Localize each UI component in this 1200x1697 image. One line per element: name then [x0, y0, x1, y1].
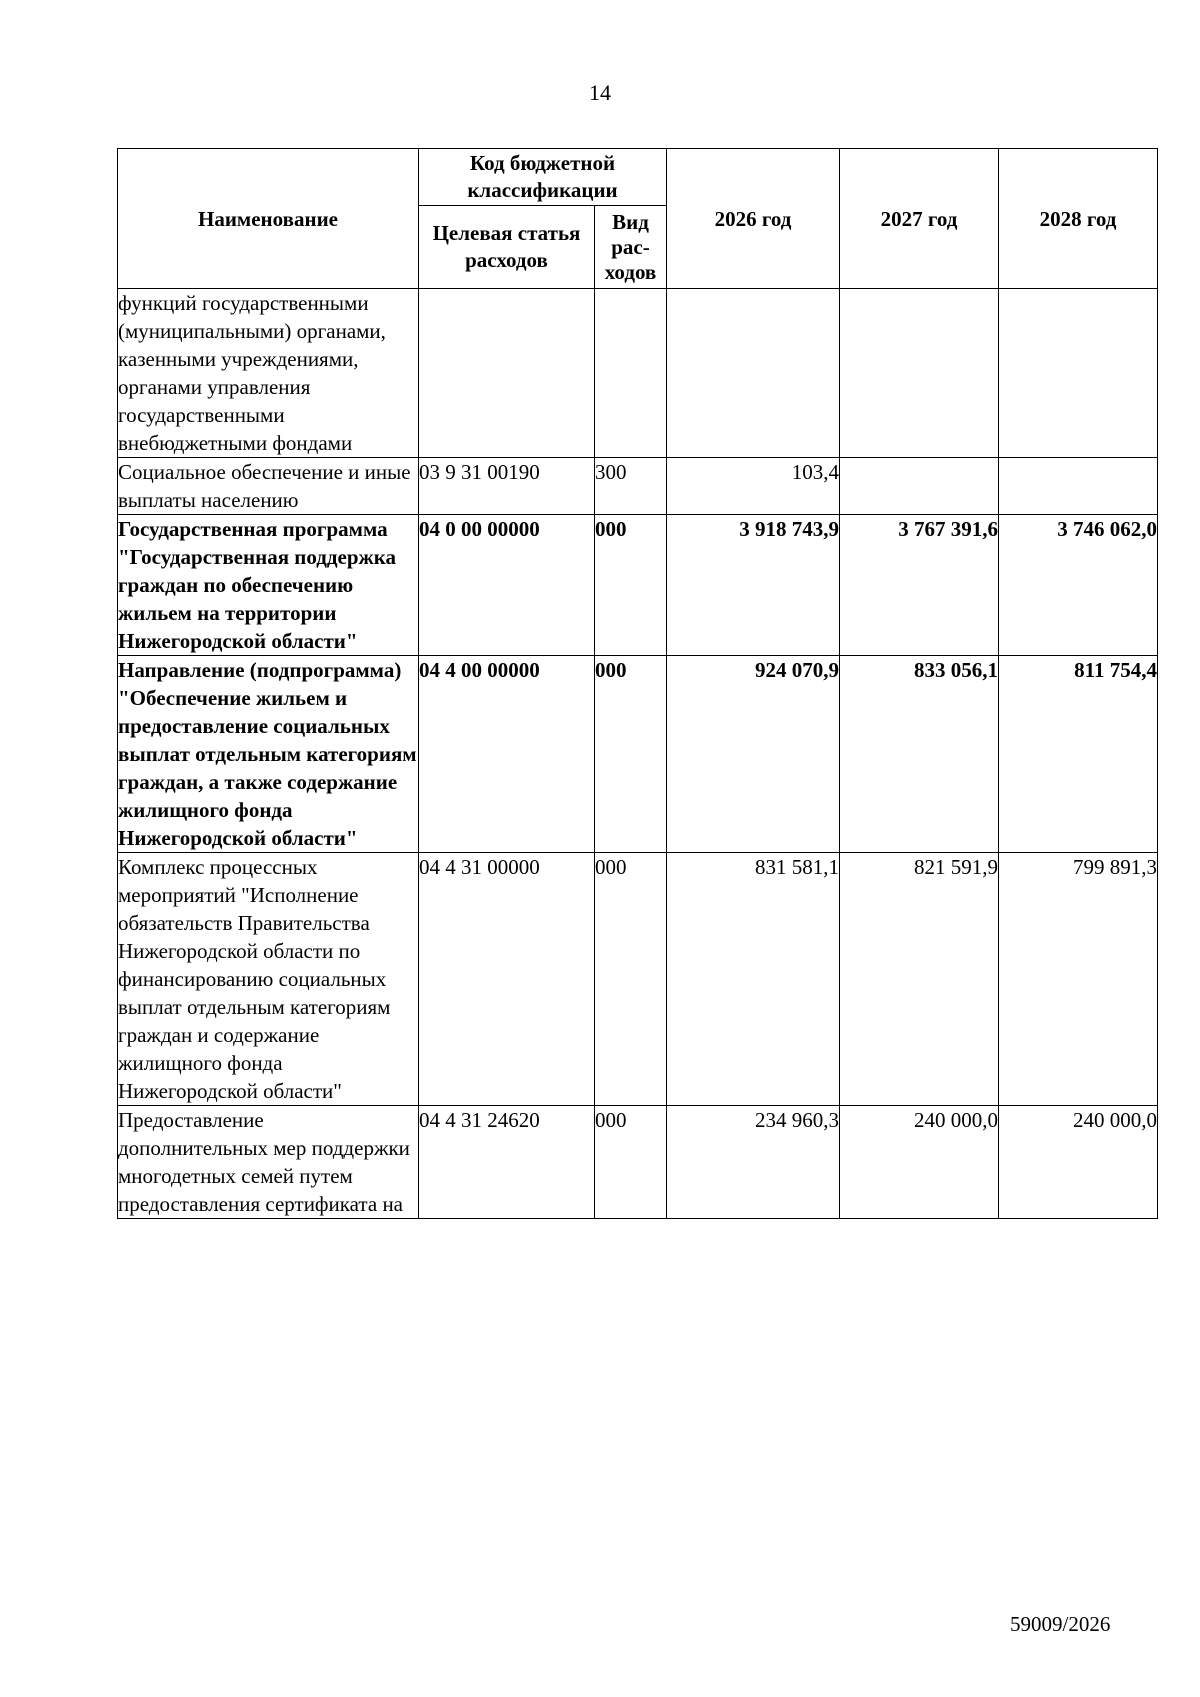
cell-target-article [419, 289, 595, 458]
cell-year-2028: 3 746 062,0 [999, 515, 1158, 656]
document-number: 59009/2026 [1010, 1612, 1111, 1636]
cell-year-2027: 240 000,0 [840, 1106, 999, 1219]
table-body [118, 289, 1158, 1219]
cell-name: Комплекс процессных мероприятий "Исполнение обязательств Правительства Нижегородской области по финансированию социальных выплат отдельным категориям граждан и содержание жилищного фонда Нижегородской области" [118, 853, 419, 1106]
cell-year-2027 [840, 458, 999, 515]
table-row [118, 458, 1158, 515]
cell-expense-kind: 000 [595, 515, 667, 656]
cell-year-2028: 811 754,4 [999, 656, 1158, 853]
cell-year-2027: 833 056,1 [840, 656, 999, 853]
cell-name: Социальное обеспечение и иные выплаты населению [118, 458, 419, 515]
cell-expense-kind: 000 [595, 656, 667, 853]
table-row [118, 1106, 1158, 1219]
cell-year-2027 [840, 289, 999, 458]
page-number: 14 [589, 80, 611, 105]
budget-table [117, 148, 1158, 1219]
header-code-group: Код бюджетной классификации [419, 149, 667, 206]
cell-name: функций государственными (муниципальными) органами, казенными учреждениями, органами управления государственными внебюджетными фондами [118, 289, 419, 458]
cell-expense-kind [595, 289, 667, 458]
cell-year-2026: 103,4 [667, 458, 840, 515]
table-row [118, 515, 1158, 656]
cell-name: Государственная программа "Государственная поддержка граждан по обеспечению жильем на территории Нижегородской области" [118, 515, 419, 656]
table-row [118, 853, 1158, 1106]
header-year-2026: 2026 год [667, 149, 840, 289]
cell-year-2028: 799 891,3 [999, 853, 1158, 1106]
cell-name: Направление (подпрограмма) "Обеспечение жильем и предоставление социальных выплат отдельным категориям граждан, а также содержание жилищного фонда Нижегородской области" [118, 656, 419, 853]
cell-target-article: 03 9 31 00190 [419, 458, 595, 515]
cell-expense-kind: 300 [595, 458, 667, 515]
cell-year-2026 [667, 289, 840, 458]
cell-year-2026: 831 581,1 [667, 853, 840, 1106]
cell-year-2026: 234 960,3 [667, 1106, 840, 1219]
table-row [118, 656, 1158, 853]
header-target-article: Целевая статья расходов [419, 206, 595, 289]
cell-target-article: 04 4 31 24620 [419, 1106, 595, 1219]
cell-year-2028 [999, 289, 1158, 458]
cell-year-2028: 240 000,0 [999, 1106, 1158, 1219]
cell-year-2027: 3 767 391,6 [840, 515, 999, 656]
header-name: Наименование [118, 149, 419, 289]
cell-target-article: 04 4 00 00000 [419, 656, 595, 853]
cell-year-2026: 924 070,9 [667, 656, 840, 853]
header-year-2027: 2027 год [840, 149, 999, 289]
cell-target-article: 04 0 00 00000 [419, 515, 595, 656]
cell-year-2026: 3 918 743,9 [667, 515, 840, 656]
cell-expense-kind: 000 [595, 1106, 667, 1219]
cell-expense-kind: 000 [595, 853, 667, 1106]
cell-year-2028 [999, 458, 1158, 515]
table-row [118, 289, 1158, 458]
header-year-2028: 2028 год [999, 149, 1158, 289]
cell-target-article: 04 4 31 00000 [419, 853, 595, 1106]
header-expense-kind: Вид рас-ходов [595, 206, 667, 289]
cell-name: Предоставление дополнительных мер поддержки многодетных семей путем предоставления сертификата на [118, 1106, 419, 1219]
table-header [118, 149, 1158, 289]
cell-year-2027: 821 591,9 [840, 853, 999, 1106]
